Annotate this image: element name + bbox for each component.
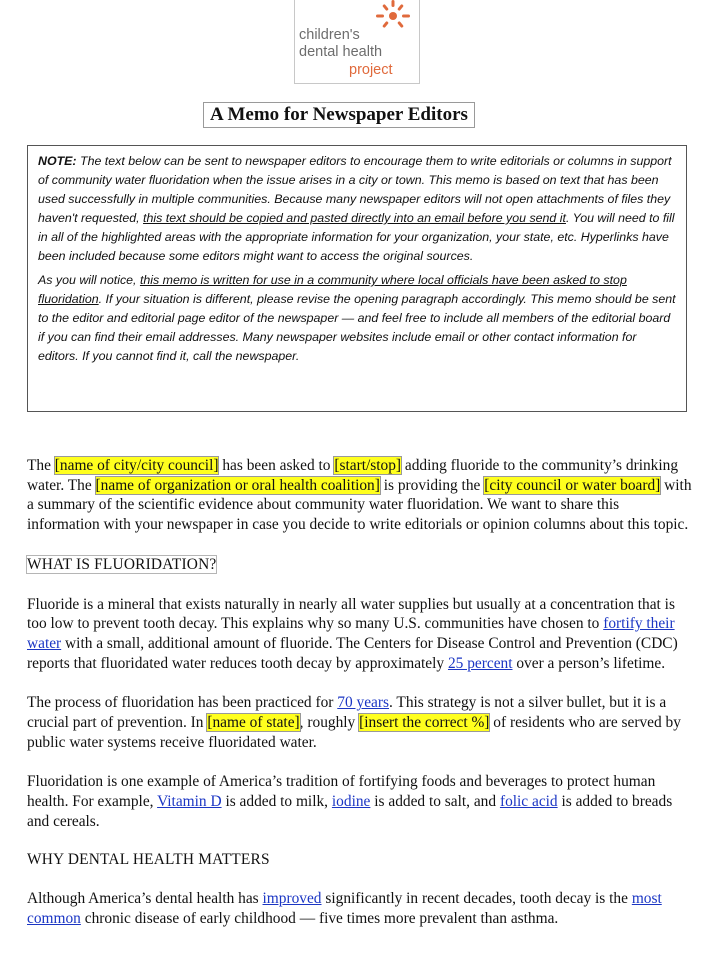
- intro-paragraph: [27, 456, 692, 535]
- note-p2-underlined: this memo is written for use in a community where local officials have been asked to stop fluoridation: [38, 273, 627, 306]
- page-title: A Memo for Newspaper Editors: [203, 102, 475, 128]
- note-p2-text: As you will notice,: [38, 273, 137, 287]
- fluoridation-paragraph-1: [27, 595, 692, 674]
- placeholder-percent: [insert the correct %]: [359, 714, 490, 732]
- note-paragraph-2: [38, 271, 677, 366]
- link-vitamin-d[interactable]: Vitamin D: [157, 793, 222, 811]
- body-text: Fluoride is a mineral that exists naturally in nearly all water supplies but usually at a concentration that is too low to prevent tooth decay. This explains why so many U.S. communities have chosen to: [27, 595, 675, 633]
- body-text: chronic disease of early childhood — five times more prevalent than asthma.: [84, 909, 559, 927]
- link-iodine[interactable]: iodine: [331, 793, 371, 811]
- link-70-years[interactable]: 70 years: [337, 694, 389, 712]
- intro-text: adding fluoride to the community’s drinking water. The: [27, 457, 679, 494]
- intro-text: with a summary of the scientific evidence about community water fluoridation. We want to share this information with your newspaper in case you decide to write editorials or opinion columns about this topic.: [27, 476, 692, 534]
- note-paragraph-1: [38, 152, 677, 266]
- body-text: , roughly: [299, 714, 356, 732]
- placeholder-water-board: [city council or water board]: [484, 476, 661, 494]
- logo-text-line2: dental health: [299, 44, 383, 60]
- body-text: . This strategy is not a silver bullet, but it is a crucial part of prevention. In: [27, 694, 667, 732]
- intro-text: The: [27, 457, 51, 474]
- fluoridation-paragraph-2: [27, 693, 692, 752]
- body-text: Fluoridation is one example of America’s tradition of fortifying foods and beverages to protect human health. For example,: [27, 773, 656, 811]
- body-text: Although America’s dental health has: [27, 890, 259, 908]
- dental-health-paragraph-1: [27, 889, 692, 928]
- link-folic-acid[interactable]: folic acid: [499, 793, 558, 811]
- section-heading-dental-health: WHY DENTAL HEALTH MATTERS: [27, 850, 270, 868]
- section-heading-fluoridation: [27, 555, 692, 575]
- section-heading-text: WHAT IS FLUORIDATION?: [27, 555, 217, 573]
- logo-text-line3: project: [349, 62, 393, 78]
- note-p1-text-end: . You will need to fill in all of the highlighted areas with the appropriate information for your organization, your state, etc. Hyperlinks have been included because some editors might want to access the original sources.: [38, 211, 675, 263]
- body-text: is added to milk,: [225, 793, 329, 811]
- note-p2-text-end: . If your situation is different, please revise the opening paragraph accordingly. This memo should be sent to the editor and editorial page editor of the newspaper — and feel free to include all members of the editorial board if you can find their email addresses. Many newspaper websites include email or other contact information for editors. If you cannot find it, call the newspaper.: [38, 292, 676, 363]
- note-box: [27, 145, 687, 412]
- body-text: is added to salt, and: [374, 793, 497, 811]
- body-text: significantly in recent decades, tooth decay is the: [325, 890, 628, 908]
- link-25-percent[interactable]: 25 percent: [447, 654, 513, 672]
- link-improved[interactable]: improved: [262, 890, 322, 908]
- memo-body: [27, 456, 692, 949]
- body-text: with a small, additional amount of fluoride. The Centers for Disease Control and Prevention (CDC) reports that fluoridated water reduces tooth decay by approximately: [27, 634, 678, 672]
- link-most-common[interactable]: most common: [27, 890, 662, 927]
- note-p1-underlined: this text should be copied and pasted directly into an email before you send it: [143, 211, 566, 225]
- note-label: NOTE:: [38, 154, 77, 168]
- placeholder-start-stop: [start/stop]: [334, 457, 402, 474]
- placeholder-city-council: [name of city/city council]: [54, 457, 219, 474]
- fluoridation-paragraph-3: [27, 772, 692, 831]
- intro-text: has been asked to: [222, 457, 331, 474]
- starburst-logo-icon: [369, 0, 417, 30]
- logo: [294, 0, 420, 84]
- intro-text: is providing the: [383, 476, 481, 494]
- body-text: is added to breads and cereals.: [27, 793, 673, 830]
- body-text: of residents who are served by public water systems receive fluoridated water.: [27, 714, 681, 751]
- placeholder-organization: [name of organization or oral health coalition]: [95, 476, 380, 494]
- note-p1-text: The text below can be sent to newspaper editors to encourage them to write editorials or columns in support of community water fluoridation when the issue arises in a city or town. This memo is based on text that has been used successfully in multiple communities. Because many newspaper editors will not open attachments of files they haven't requested,: [38, 154, 672, 225]
- logo-text-line1: children's: [299, 27, 360, 43]
- body-text: The process of fluoridation has been practiced for: [27, 694, 334, 712]
- body-text: over a person’s lifetime.: [516, 654, 666, 672]
- placeholder-state: [name of state]: [207, 714, 300, 732]
- link-fortify-water[interactable]: fortify their water: [27, 615, 675, 652]
